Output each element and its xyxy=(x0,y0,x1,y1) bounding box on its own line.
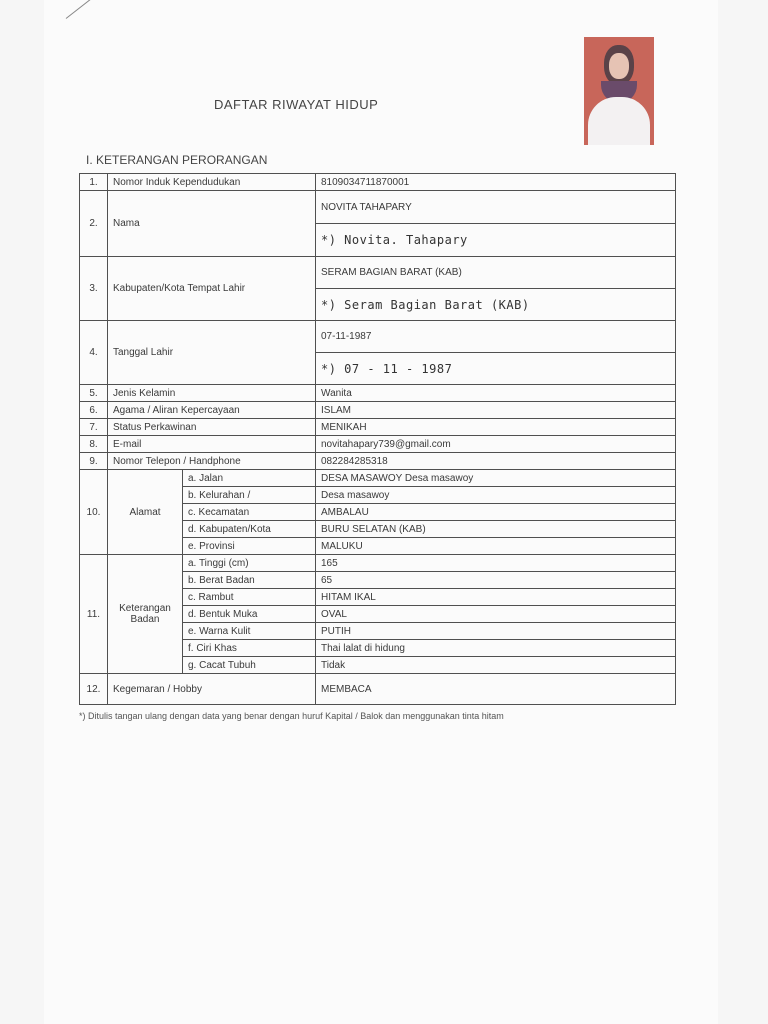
field-value-email: novitahapary739@gmail.com xyxy=(316,436,676,453)
field-value-tempat-lahir: SERAM BAGIAN BARAT (KAB) xyxy=(316,257,676,289)
row-number: 3. xyxy=(80,257,108,321)
section-heading: I. KETERANGAN PERORANGAN xyxy=(86,153,268,167)
page-margin-right xyxy=(718,0,768,1024)
sub-value: MALUKU xyxy=(316,538,676,555)
sub-value: HITAM IKAL xyxy=(316,589,676,606)
table-row xyxy=(80,674,676,705)
row-number: 12. xyxy=(80,674,108,705)
sub-label: b. Kelurahan / xyxy=(183,487,316,504)
field-label: Agama / Aliran Kepercayaan xyxy=(108,402,316,419)
table-row xyxy=(80,174,676,191)
sub-value: OVAL xyxy=(316,606,676,623)
row-number: 11. xyxy=(80,555,108,674)
sub-value: Thai lalat di hidung xyxy=(316,640,676,657)
sub-value: PUTIH xyxy=(316,623,676,640)
table-row xyxy=(80,436,676,453)
row-number: 8. xyxy=(80,436,108,453)
field-value-nama: NOVITA TAHAPARY xyxy=(316,191,676,224)
field-value-nik: 8109034711870001 xyxy=(316,174,676,191)
sub-label: f. Ciri Khas xyxy=(183,640,316,657)
field-value-telepon: 082284285318 xyxy=(316,453,676,470)
sub-label: a. Jalan xyxy=(183,470,316,487)
field-value-hobby: MEMBACA xyxy=(316,674,676,705)
row-number: 2. xyxy=(80,191,108,257)
field-label: E-mail xyxy=(108,436,316,453)
table-row xyxy=(80,470,676,487)
row-number: 1. xyxy=(80,174,108,191)
handwritten-tempat-lahir: *) Seram Bagian Barat (KAB) xyxy=(316,289,676,321)
handwritten-tanggal-lahir: *) 07 - 11 - 1987 xyxy=(316,353,676,385)
photo-face xyxy=(609,53,629,79)
field-label: Keterangan Badan xyxy=(108,555,183,674)
field-label: Nomor Induk Kependudukan xyxy=(108,174,316,191)
sub-value: Tidak xyxy=(316,657,676,674)
field-label: Kegemaran / Hobby xyxy=(108,674,316,705)
sub-label: g. Cacat Tubuh xyxy=(183,657,316,674)
table-row xyxy=(80,402,676,419)
field-label: Alamat xyxy=(108,470,183,555)
row-number: 4. xyxy=(80,321,108,385)
sub-value: 65 xyxy=(316,572,676,589)
table-row xyxy=(80,555,676,572)
row-number: 10. xyxy=(80,470,108,555)
row-number: 9. xyxy=(80,453,108,470)
handwritten-nama: *) Novita. Tahapary xyxy=(316,224,676,257)
field-label: Nama xyxy=(108,191,316,257)
sub-label: c. Rambut xyxy=(183,589,316,606)
table-row xyxy=(80,191,676,224)
field-label: Kabupaten/Kota Tempat Lahir xyxy=(108,257,316,321)
sub-label: b. Berat Badan xyxy=(183,572,316,589)
sub-value: DESA MASAWOY Desa masawoy xyxy=(316,470,676,487)
sub-label: c. Kecamatan xyxy=(183,504,316,521)
sub-label: e. Provinsi xyxy=(183,538,316,555)
field-label: Jenis Kelamin xyxy=(108,385,316,402)
field-label: Status Perkawinan xyxy=(108,419,316,436)
field-label: Tanggal Lahir xyxy=(108,321,316,385)
field-value-agama: ISLAM xyxy=(316,402,676,419)
table-row xyxy=(80,419,676,436)
personal-info-table xyxy=(79,173,676,705)
document-title: DAFTAR RIWAYAT HIDUP xyxy=(214,97,379,112)
field-value-tanggal-lahir: 07-11-1987 xyxy=(316,321,676,353)
sub-label: a. Tinggi (cm) xyxy=(183,555,316,572)
row-number: 5. xyxy=(80,385,108,402)
field-label: Nomor Telepon / Handphone xyxy=(108,453,316,470)
table-row xyxy=(80,321,676,353)
row-number: 6. xyxy=(80,402,108,419)
sub-value: 165 xyxy=(316,555,676,572)
sub-label: e. Warna Kulit xyxy=(183,623,316,640)
sub-value: BURU SELATAN (KAB) xyxy=(316,521,676,538)
table-row xyxy=(80,453,676,470)
page-margin-left xyxy=(0,0,44,1024)
footnote: *) Ditulis tangan ulang dengan data yang benar dengan huruf Kapital / Balok dan menggunakan tinta hitam xyxy=(79,711,504,721)
profile-photo xyxy=(584,37,654,145)
sub-label: d. Kabupaten/Kota xyxy=(183,521,316,538)
row-number: 7. xyxy=(80,419,108,436)
photo-shirt xyxy=(588,97,650,145)
table-row xyxy=(80,257,676,289)
paper-fold-mark xyxy=(66,0,93,19)
sub-value: Desa masawoy xyxy=(316,487,676,504)
table-row xyxy=(80,385,676,402)
field-value-status: MENIKAH xyxy=(316,419,676,436)
sub-value: AMBALAU xyxy=(316,504,676,521)
field-value-jenis-kelamin: Wanita xyxy=(316,385,676,402)
sub-label: d. Bentuk Muka xyxy=(183,606,316,623)
